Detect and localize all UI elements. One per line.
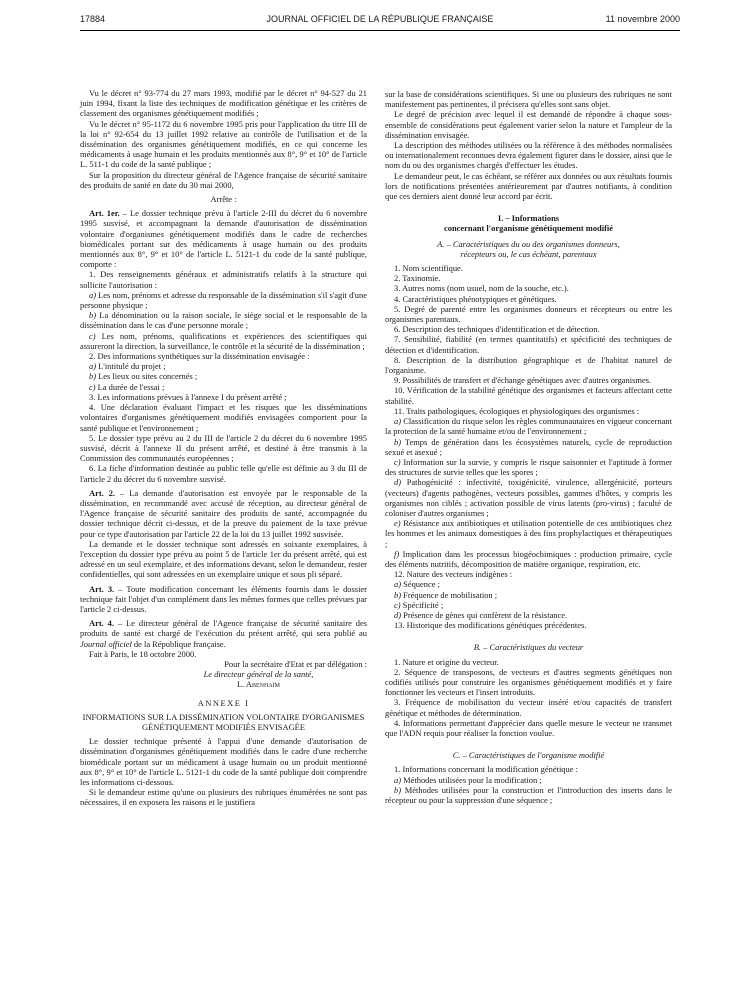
list-item: 4. Caractéristiques phénotypiques et génétiques. [394,293,557,304]
list-item: e) Résistance aux antibiotiques et utilisation potentielle de ces antibiotiques chez les hommes et les animaux domestiques à des fins prophylactiques et thérapeutiques ; [385,518,672,549]
signatory-title: Le directeur général de la santé, [203,669,314,680]
list-item: 7. Sensibilité, fiabilité (en termes quantitatifs) et spécificité des techniques de détection et d'identification. [385,334,672,355]
subsection-heading: récepteurs ou, le cas échéant, parentaux [460,248,597,259]
annex-paragraph: Le dossier technique présenté à l'appui d'une demande d'autorisation de dissémination d'organismes génétiquement modifiés dans le cadre d'une recherche biomédicale portant sur un médicament à usage humain ou un produit mentionné aux 8°, 9° et 10° de l'article L. 5121-1 du code de la santé publique doit comprendre les informations ci-dessous. [80,736,367,787]
list-item: a) Méthodes utilisées pour la modification ; [394,774,542,785]
list-item: b) Temps de génération dans les écosystèmes naturels, cycle de reproduction sexué et asexué ; [385,436,672,457]
list-item: 5. Degré de parenté entre les organismes donneurs et récepteurs ou entre les organismes parentaux. [385,303,672,325]
list-item: c) Les nom, prénoms, qualifications et expériences des scientifiques qui assureront la direction, la surveillance, le contrôle et la sécurité de la dissémination ; [80,330,367,351]
list-item: c) La durée de l'essai ; [89,381,165,392]
list-item: 5. Le dossier type prévu au 2 du III de l'article 2 du décret du 6 novembre 1995 susvisé, décrit à l'annexe II du présent arrêté, et destiné à être transmis à la Commission des communautés européennes ; [80,432,367,464]
article-3: Art. 3. – Toute modification concernant les éléments fournis dans le dossier technique fait l'objet d'un complément dans les mêmes formes que celles prévues par l'article 2 ci-dessus. [80,583,367,614]
delegation-line: Pour la secrétaire d'Etat et par délégation : [224,658,367,669]
list-item: 1. Nature et origine du vecteur. [394,656,499,667]
article-label: Art. 4. [89,618,114,629]
article-label: Art. 3. [89,583,115,594]
page-header [80,14,680,28]
section-heading: concernant l'organisme génétiquement modifié [444,223,613,234]
list-item: b) Méthodes utilisées pour la construction et l'introduction des inserts dans le récepteur ou pour la suppression d'une séquence ; [385,784,672,805]
list-item: 4. Informations permettant d'apprécier dans quelle mesure le vecteur ne transmet que l'ADN requis pour réaliser la fonction voulue. [385,717,672,738]
subsection-heading: B. – Caractéristiques du vecteur [473,642,584,653]
page-number: 17884 [80,14,106,24]
annex-paragraph: Le degré de précision avec lequel il est demandé de répondre à chaque sous-ensemble de considérations peut également varier selon la nature et l'ampleur de la dissémination envisagée. [385,109,672,140]
list-item: b) Les lieux ou sites concernés ; [89,371,198,382]
list-item: 6. La fiche d'information destinée au public telle qu'elle est définie au 3 du III de l'article 2 du décret du 6 novembre susvisé. [80,463,367,484]
article-4: Art. 4. – Le directeur général de l'Agence française de sécurité sanitaire des produits de santé est chargé de l'exécution du présent arrêté, qui sera publié au Journal officiel de la République française. [80,618,367,649]
list-item: a) L'intitulé du projet ; [89,361,166,372]
list-item: b) La dénomination ou la raison sociale, le siège social et le responsable de la dissémination dans le cas d'une personne morale ; [80,310,367,331]
annex-heading: ANNEXE I [197,697,250,708]
list-item: 10. Vérification de la stabilité génétique des organismes et facteurs affectant cette stabilité. [385,385,672,406]
subsection-heading: C. – Caractéristiques de l'organisme modifié [452,750,605,761]
article-2-paragraph: La demande et le dossier technique sont adressés en soixante exemplaires, à l'exception du dossier type prévu au point 5 de l'article 1er du présent arrêté, qui est adressé en un seul exemplaire, et des informations devant, selon le demandeur, rester confidentielles, qui sont adressées en un exemplaire unique et sous pli séparé. [80,538,367,580]
list-item: a) Les nom, prénoms et adresse du responsable de la dissémination s'il s'agit d'une personne physique ; [80,289,367,311]
visa-paragraph: Vu le décret n° 95-1172 du 6 novembre 1995 pris pour l'application du titre III de la loi n° 92-654 du 13 juillet 1992 relative au contrôle de l'utilisation et de la dissémination des organismes génétiquement modifiés, en ce qui concerne les médicaments à usage humain et les produits mentionnés aux 8°, 9° et 10° de l'article L. 511-1 du code de la santé publique ; [80,118,367,170]
list-item: d) Pathogénicité : infectivité, toxigénicité, virulence, allergénicité, porteurs (vecteurs) d'agents pathogènes, vecteurs possibles, gammes d'hôtes, y compris les organismes non ciblés ; activation possible de virus latents (pro-virus) ; faculté de coloniser d'autres organismes ; [385,477,672,518]
article-2: Art. 2. – La demande d'autorisation est envoyée par le responsable de la dissémination, en recommandé avec accusé de réception, au directeur général de l'Agence française de sécurité sanitaire des produits de santé, accompagnée du dossier technique décrit ci-dessus, et de la preuve du paiement de la taxe prévue pour ce type d'autorisation par l'article 22 de la loi du 13 juillet 1992 susvisée. [80,487,367,539]
list-item: 6. Description des techniques d'identification et de détection. [394,324,600,335]
list-item: b) Fréquence de mobilisation ; [394,589,498,600]
signatory-name: L. Abenhaïm [237,679,280,690]
list-item: 9. Possibilités de transfert et d'échange génétiques avec d'autres organismes. [394,375,652,386]
list-item: 3. Autres noms (nom usuel, nom de la souche, etc.). [394,283,569,294]
list-item: a) Classification du risque selon les règles communautaires en vigueur concernant la protection de la santé humaine et/ou de l'environnement ; [385,416,672,437]
list-item: c) Spécificité ; [394,599,444,610]
list-item: 4. Une déclaration évaluant l'impact et les risques que les disséminations volontaires d'organismes génétiquement modifiés envisagées comportent pour la santé publique et l'environnement ; [80,402,367,433]
list-item: 3. Fréquence de mobilisation du vecteur inséré et/ou capacités de transfert génétique et méthodes de détermination. [385,697,672,718]
list-item: 1. Des renseignements généraux et administratifs relatifs à la structure qui sollicite l'autorisation : [80,269,367,290]
annex-paragraph: Si le demandeur estime qu'une ou plusieurs des rubriques énumérées ne sont pas nécessaires, il en exposera les raisons et le justifiera [80,787,367,808]
list-item: f) Implication dans les processus biogéochimiques : production primaire, cycle des éléments nutritifs, décomposition de matière organique, respiration, etc. [385,548,672,569]
article-label: Art. 1er. [89,208,120,219]
annex-paragraph: sur la base de considérations scientifiques. Si une ou plusieurs des rubriques ne sont manifestement pas pertinentes, il précisera qu'elles sont sans objet. [385,89,672,110]
list-item: 2. Des informations synthétiques sur la dissémination envisagée : [89,351,310,362]
list-item: 13. Historique des modifications génétiques précédentes. [394,620,587,631]
list-item: 1. Nom scientifique. [394,263,463,274]
annex-title: INFORMATIONS SUR LA DISSÉMINATION VOLONTAIRE D'ORGANISMES GÉNÉTIQUEMENT MODIFIÉS ENVISAGÉE [82,711,365,732]
section-heading: I. – Informations [497,213,560,224]
list-item: c) Information sur la survie, y compris le risque saisonnier et l'aptitude à former des structures de survie telles que les spores ; [385,456,672,478]
list-item: 1. Informations concernant la modification génétique : [394,764,578,775]
visa-paragraph: Sur la proposition du directeur général de l'Agence française de sécurité sanitaire des produits de santé en date du 30 mai 2000, [80,169,367,190]
list-item: 2. Taxinomie. [394,273,441,284]
annex-paragraph: Le demandeur peut, le cas échéant, se référer aux données ou aux résultats fournis lors de notifications présentées antérieurement par d'autres notifiants, à condition que ces derniers aient donné leur accord par écrit. [385,170,672,202]
list-item: 11. Traits pathologiques, écologiques et physiologiques des organismes : [394,405,640,416]
list-item: 8. Description de la distribution géographique et de l'habitat naturel de l'organisme. [385,354,672,376]
article-1: Art. 1er. – Le dossier technique prévu à l'article 2-III du décret du 6 novembre 1995 susvisé, et accompagnant la demande d'autorisation de dissémination volontaire d'organismes génétiquement modifiés dans le cadre de recherches biomédicales portant sur des médicaments à usage humain ou des produits mentionnés aux 8°, 9° et 10° de l'article L. 5121-1 du code de la santé publique, comporte : [80,208,367,270]
annex-paragraph: La description des méthodes utilisées ou la référence à des méthodes normalisées ou internationalement reconnues devra également figurer dans le dossier, ainsi que le nom du ou des organismes chargés d'effectuer les études. [385,140,672,171]
visa-paragraph: Vu le décret n° 93-774 du 27 mars 1993, modifié par le décret n° 94-527 du 21 juin 1994, fixant la liste des techniques de modification génétique et les critères de classement des organismes génétiquement modifiés ; [80,88,367,119]
header-rule [80,30,680,31]
article-label: Art. 2. [89,487,116,498]
list-item: 2. Séquence de transposons, de vecteurs et d'autres segments génétiques non codifiés utilisés pour construire les organismes génétiquement modifiés et y faire fonctionner les vecteurs et l'insert introduits. [385,666,672,698]
signature-place-date: Fait à Paris, le 18 octobre 2000. [89,648,197,659]
left-column [80,88,367,808]
list-item: 12. Nature des vecteurs indigènes : [394,569,513,580]
list-item: d) Présence de gènes qui confèrent de la résistance. [394,609,568,620]
right-column [385,89,672,805]
subsection-heading: A. – Caractéristiques du ou des organismes donneurs, [437,238,620,249]
journal-title: JOURNAL OFFICIEL DE LA RÉPUBLIQUE FRANÇAISE [266,14,494,24]
issue-date: 11 novembre 2000 [605,14,680,24]
list-item: 3. Les informations prévues à l'annexe I du présent arrêté ; [89,391,287,402]
list-item: a) Séquence ; [394,579,440,590]
arrete-heading: Arrête : [210,194,237,205]
